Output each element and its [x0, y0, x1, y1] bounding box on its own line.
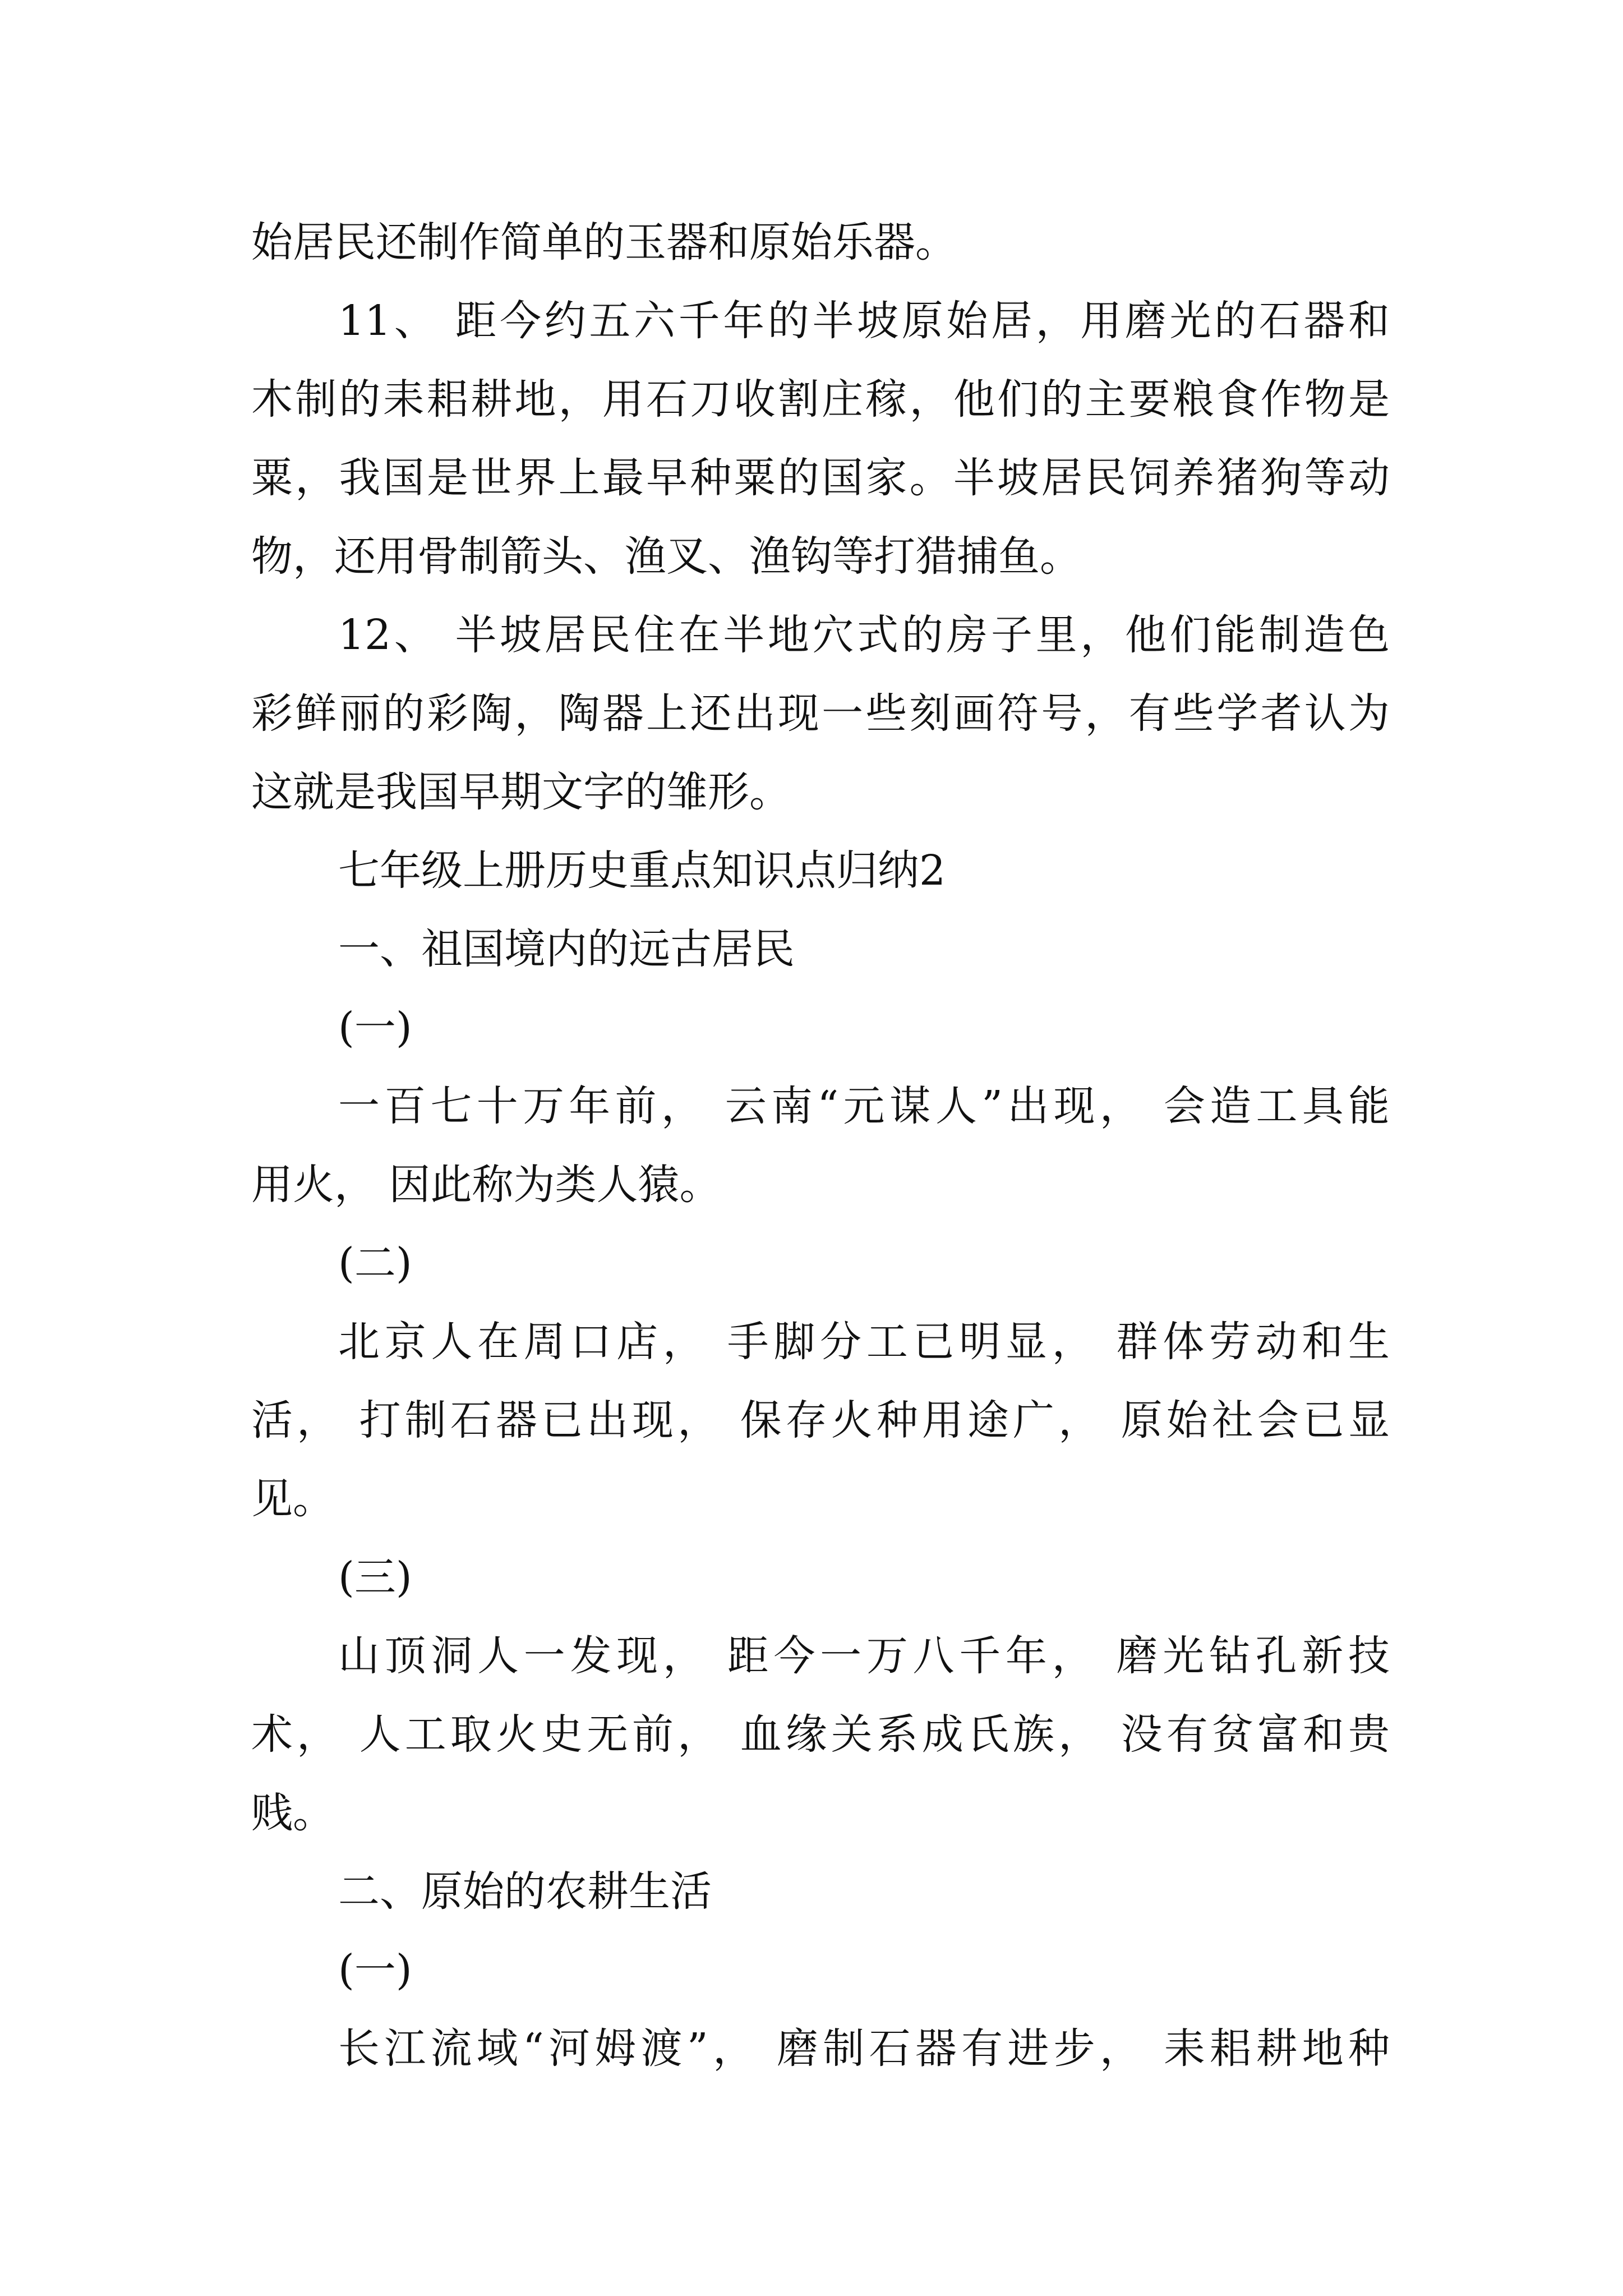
paragraph-line: 物，还用骨制箭头、渔叉、渔钩等打猎捕鱼。 — [251, 532, 1081, 581]
paragraph-line: 木制的耒耜耕地，用石刀收割庄稼，他们的主要粮食作物是 — [251, 375, 1390, 424]
subsection-marker: (一) — [338, 1946, 412, 1994]
section-heading: 一、祖国境内的远古居民 — [338, 925, 795, 973]
paragraph-line: 长江流域“河姆渡”， 磨制石器有进步， 耒耜耕地种 — [338, 2024, 1390, 2073]
paragraph-line: 术， 人工取火史无前， 血缘关系成氏族， 没有贫富和贵 — [251, 1710, 1390, 1759]
paragraph-line: 这就是我国早期文字的雏形。 — [251, 768, 791, 816]
paragraph-line: 粟，我国是世界上最早种粟的国家。半坡居民饲养猪狗等动 — [251, 454, 1390, 502]
paragraph-line: 见。 — [251, 1475, 334, 1523]
paragraph-line: 北京人在周口店， 手脚分工已明显， 群体劳动和生 — [338, 1318, 1390, 1366]
paragraph-line: 贱。 — [251, 1789, 334, 1837]
subsection-marker: (一) — [338, 1004, 412, 1052]
paragraph-line: 一百七十万年前， 云南“元谋人”出现， 会造工具能 — [338, 1082, 1390, 1130]
section-title: 七年级上册历史重点知识点归纳2 — [338, 846, 946, 895]
paragraph-line: 活， 打制石器已出现， 保存火种用途广， 原始社会已显 — [251, 1396, 1390, 1444]
paragraph-line: 用火， 因此称为类人猿。 — [251, 1161, 721, 1209]
paragraph-line: 12、 半坡居民住在半地穴式的房子里，他们能制造色 — [338, 611, 1390, 659]
section-heading: 二、原始的农耕生活 — [338, 1867, 712, 1916]
paragraph-line: 彩鲜丽的彩陶，陶器上还出现一些刻画符号，有些学者认为 — [251, 689, 1390, 738]
subsection-marker: (三) — [338, 1553, 412, 1602]
paragraph-line: 始居民还制作简单的玉器和原始乐器。 — [251, 218, 957, 266]
paragraph-line: 11、 距今约五六千年的半坡原始居，用磨光的石器和 — [338, 297, 1390, 345]
paragraph-line: 山顶洞人一发现， 距今一万八千年， 磨光钻孔新技 — [338, 1632, 1390, 1680]
subsection-marker: (二) — [338, 1239, 412, 1287]
